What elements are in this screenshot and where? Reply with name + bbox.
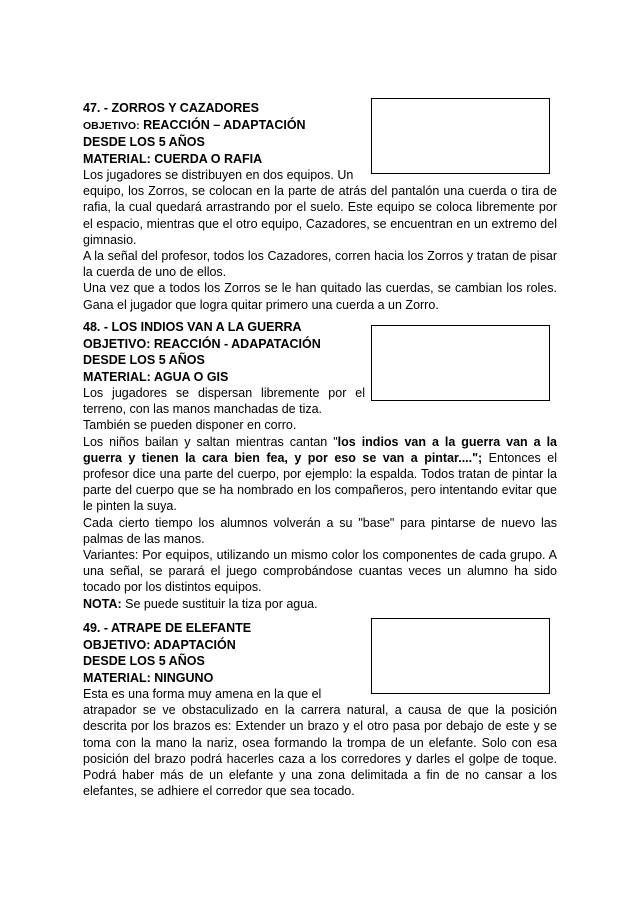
paragraph: Una vez que a todos los Zorros se le han quitado las cuerdas, se cambian los roles. Gana el jugador que logra quitar primero una cuerda a un Zorro. xyxy=(83,281,557,312)
section-48 xyxy=(83,319,557,612)
objetivo-value: REACCIÓN – ADAPTACIÓN xyxy=(139,117,306,132)
paragraph-nota xyxy=(83,596,557,612)
paragraph: atrapador se ve obstaculizado en la carrera natural, a causa de que la posición descrita por los brazos es: Extender un brazo y el otro pasa por debajo de este y se toma con la mano la nariz, osea formando la trompa de un elefante. Solo con esa posición del brazo podrá hacerles caza a los corredores y darles el golpe de toque. Podrá haber más de un elefante y una zona delimitada a fin de no cansar a los elefantes, se adhiere el corredor que sea tocado. xyxy=(83,703,557,799)
section-title: 48. - LOS INDIOS VAN A LA GUERRA xyxy=(83,320,302,334)
paragraph: equipo, los Zorros, se colocan en la parte de atrás del pantalón una cuerda o tira de rafia, la cual quedará arrastrando por el suelo. Este equipo se coloca libremente por el espacio, mientras que el otro equipo, Cazadores, se encuentran en un extremo del gimnasio. xyxy=(83,184,557,247)
desde-line: DESDE LOS 5 AÑOS xyxy=(83,135,205,149)
desde-line: DESDE LOS 5 AÑOS xyxy=(83,353,205,367)
section-47 xyxy=(83,100,557,313)
material-line: MATERIAL: NINGUNO xyxy=(83,670,214,685)
paragraph: A la señal del profesor, todos los Cazadores, corren hacia los Zorros y tratan de pisar la cuerda de uno de ellos. xyxy=(83,249,557,280)
material-line: MATERIAL: CUERDA O RAFIA xyxy=(83,151,263,166)
objetivo-line: OBJETIVO: ADAPTACIÓN xyxy=(83,637,236,652)
objetivo-line xyxy=(83,117,557,135)
paragraph-intro: Esta es una forma muy amena en la que el xyxy=(83,687,322,701)
objetivo-label: OBJETIVO: xyxy=(83,119,140,132)
material-line: MATERIAL: AGUA O GIS xyxy=(83,369,229,384)
paragraph-intro: Los jugadores se distribuyen en dos equipos. Un xyxy=(83,168,354,182)
section-49 xyxy=(83,620,557,799)
song-post: Entonces el profesor dice una parte del cuerpo, por ejemplo: la espalda. Todos tratan de pintar la parte del cuerpo que se ha nombrado en los compañeros, pero intentando evitar que le pinten la suya. xyxy=(83,450,557,514)
paragraph-variantes: Variantes: Por equipos, utilizando un mismo color los componentes de cada grupo. A una señal, se parará el juego comprobándose cuantas veces un alumno ha sido tocado por los distintos equipos. xyxy=(83,548,557,595)
paragraph-intro: Los jugadores se dispersan libremente por el terreno, con las manos manchadas de tiza. xyxy=(83,386,365,417)
objetivo-line: OBJETIVO: REACCIÓN - ADAPATACIÓN xyxy=(83,336,321,351)
nota-label: NOTA: xyxy=(83,596,122,611)
paragraph: Cada cierto tiempo los alumnos volverán a su "base" para pintarse de nuevo las palmas de las manos. xyxy=(83,515,557,546)
paragraph-song xyxy=(83,434,557,515)
paragraph: También se pueden disponer en corro. xyxy=(83,418,297,433)
section-title: 47. - ZORROS Y CAZADORES xyxy=(83,101,259,115)
desde-line: DESDE LOS 5 AÑOS xyxy=(83,654,205,668)
song-pre: Los niños bailan y saltan mientras cantan " xyxy=(83,434,338,449)
nota-text: Se puede sustituir la tiza por agua. xyxy=(121,596,318,611)
song-lyrics: los indios van a la guerra van a la guerra y tienen la cara bien fea, y por eso se van a pintar...."; xyxy=(83,434,557,465)
section-title: 49. - ATRAPE DE ELEFANTE xyxy=(83,621,252,635)
